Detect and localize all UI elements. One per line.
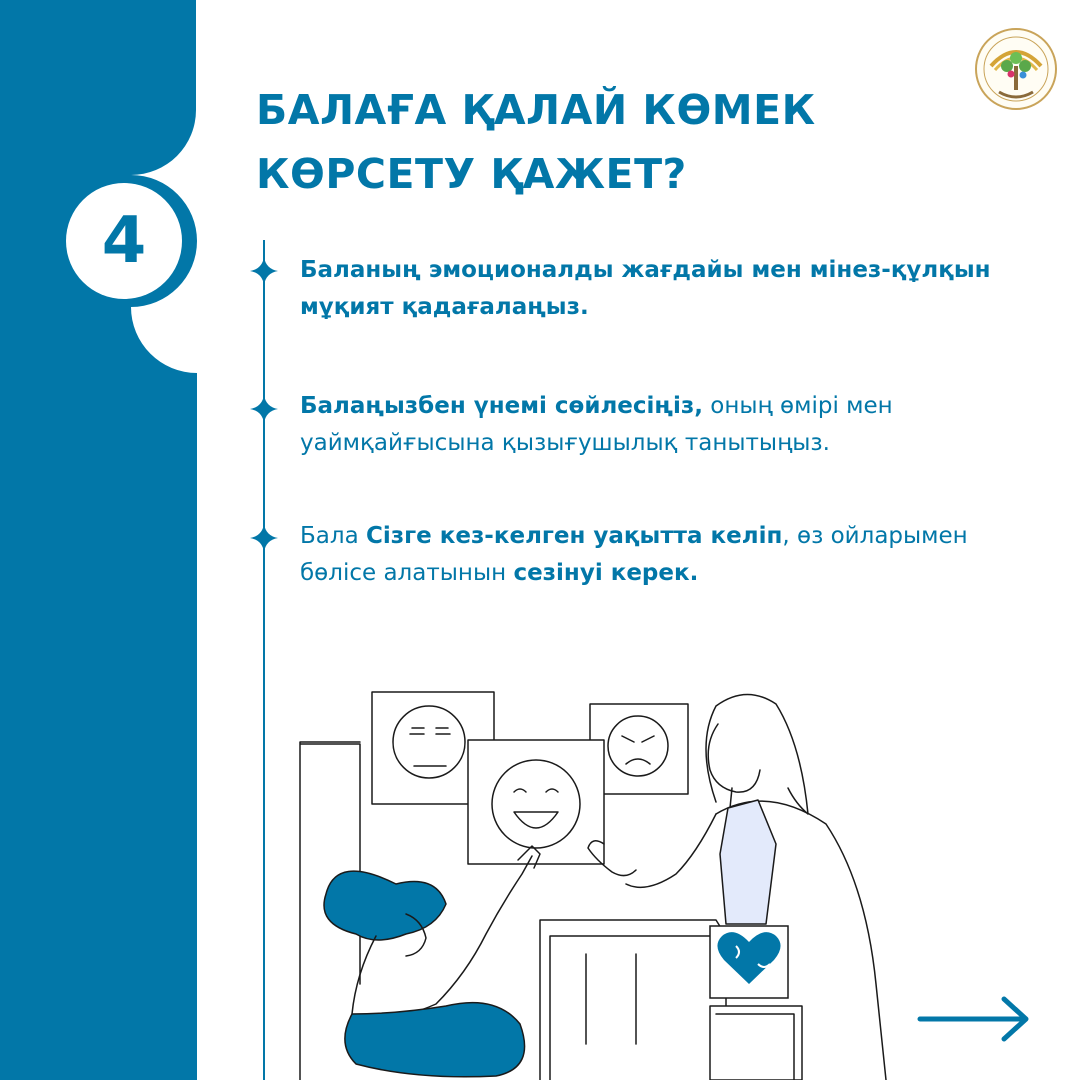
emotions-illustration: [296, 684, 916, 1080]
tip-item-1: [300, 252, 1040, 326]
sparkle-icon: [249, 256, 279, 286]
arrow-right-icon[interactable]: [916, 995, 1034, 1043]
step-badge: [66, 183, 182, 299]
sparkle-icon: [249, 523, 279, 553]
tip-item-2: [300, 388, 1040, 462]
tip-3-bold-b: сезінуі керек.: [513, 560, 699, 586]
timeline-line: [263, 240, 265, 1080]
tip-item-3: [300, 518, 1040, 592]
tip-2-text: оның өмірі мен уаймқайғысына қызығушылық танытыңыз.: [300, 393, 893, 456]
tip-2-bold: Балаңызбен үнемі сөйлесіңіз,: [300, 393, 703, 419]
title-line-1: БАЛАҒА ҚАЛАЙ КӨМЕК: [256, 86, 816, 134]
title-line-2: КӨРСЕТУ ҚАЖЕТ?: [256, 150, 687, 198]
tip-3-text-a: Бала: [300, 523, 366, 549]
tip-3-bold-a: Сізге кез-келген уақытта келіп: [365, 523, 783, 549]
tip-1-text: Баланың эмоционалды жағдайы мен мінез-құлқын мұқият қадағалаңыз.: [300, 257, 991, 320]
sparkle-icon: [249, 394, 279, 424]
tip-3-text-b: , өз ойларымен бөлісе алатынын: [300, 523, 968, 586]
step-number: 4: [101, 204, 147, 278]
page-title: [256, 78, 1036, 206]
